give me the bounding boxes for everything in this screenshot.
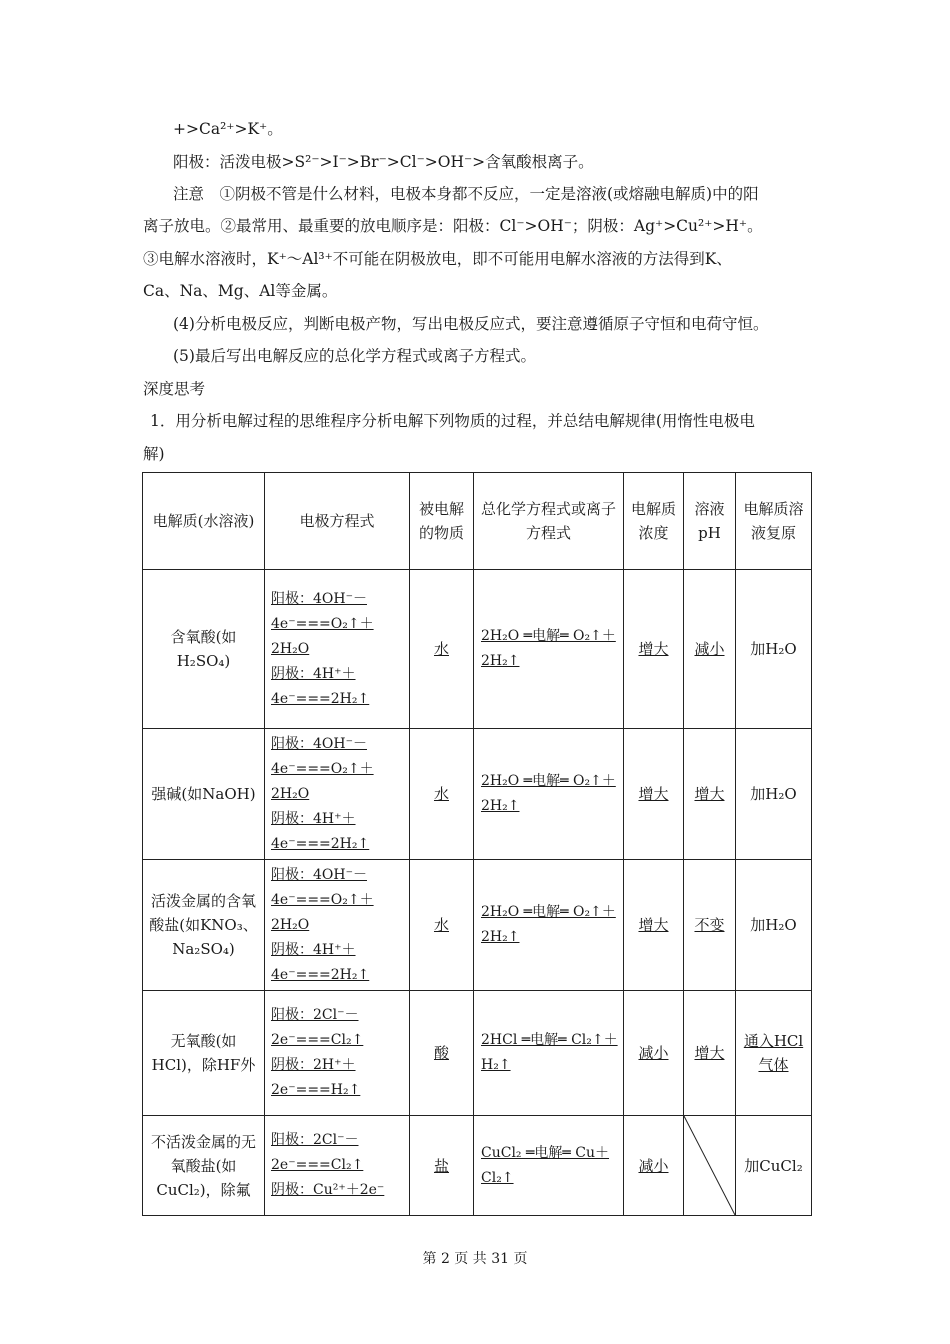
cell-concentration: 减小: [624, 991, 684, 1116]
table-header-row: [143, 473, 812, 570]
anode-eq: 阳极：4OH⁻－4e⁻===O₂↑＋2H₂O: [271, 866, 374, 933]
text-line-2: 阳极：活泼电极>S²⁻>I⁻>Br⁻>Cl⁻>OH⁻>含氧酸根离子。: [173, 153, 594, 171]
question-1: 1．用分析电解过程的思维程序分析电解下列物质的过程，并总结电解规律(用惰性电极电: [150, 412, 755, 430]
table-row: [143, 860, 812, 991]
header-concentration: 电解质浓度: [624, 473, 684, 570]
cell-ph: 增大: [684, 729, 736, 860]
cell-substance: 水: [410, 729, 474, 860]
header-electrode-eq: 电极方程式: [265, 473, 410, 570]
cell-concentration: 增大: [624, 729, 684, 860]
cell-total-eq: 2H₂O ═电解═ O₂↑＋2H₂↑: [474, 570, 624, 729]
cell-electrode-eq: [265, 1116, 410, 1216]
text-line-8: (5)最后写出电解反应的总化学方程式或离子方程式。: [173, 347, 536, 365]
cell-electrode-eq: [265, 860, 410, 991]
cathode-eq: 阴极：2H⁺＋2e⁻===H₂↑: [271, 1057, 361, 1098]
cell-substance: 盐: [410, 1116, 474, 1216]
cell-substance: 水: [410, 860, 474, 991]
page-footer: 第 2 页 共 31 页: [422, 1251, 528, 1267]
cell-total-eq: 2H₂O ═电解═ O₂↑＋2H₂↑: [474, 729, 624, 860]
anode-eq: 阳极：2Cl⁻－2e⁻===Cl₂↑: [271, 1007, 364, 1048]
cell-restore: 加CuCl₂: [736, 1116, 812, 1216]
cell-ph: 减小: [684, 570, 736, 729]
cell-electrolyte: 活泼金属的含氧酸盐(如KNO₃、Na₂SO₄): [143, 860, 265, 991]
anode-eq: 阳极：4OH⁻－4e⁻===O₂↑＋2H₂O: [271, 735, 374, 802]
header-restore: 电解质溶液复原: [736, 473, 812, 570]
cathode-eq: 阴极：4H⁺＋4e⁻===2H₂↑: [271, 665, 370, 707]
text-line-7: (4)分析电极反应，判断电极产物，写出电极反应式，要注意遵循原子守恒和电荷守恒。: [173, 315, 769, 333]
header-total-eq: 总化学方程式或离子方程式: [474, 473, 624, 570]
cell-electrolyte: 含氧酸(如H₂SO₄): [143, 570, 265, 729]
cell-electrode-eq: [265, 570, 410, 729]
cell-concentration: 增大: [624, 860, 684, 991]
cell-total-eq: 2H₂O ═电解═ O₂↑＋2H₂↑: [474, 860, 624, 991]
cell-restore: 通入HCl气体: [736, 991, 812, 1116]
header-substance: 被电解的物质: [410, 473, 474, 570]
cell-concentration: 增大: [624, 570, 684, 729]
cell-ph-diagonal: [684, 1116, 736, 1216]
table-row: [143, 1116, 812, 1216]
text-line-4: 离子放电。②最常用、最重要的放电顺序是：阳极：Cl⁻>OH⁻；阴极：Ag⁺>Cu²⁺>H⁺。: [143, 217, 763, 235]
cell-ph: 不变: [684, 860, 736, 991]
header-ph: 溶液pH: [684, 473, 736, 570]
cell-total-eq: 2HCl ═电解═ Cl₂↑＋H₂↑: [474, 991, 624, 1116]
header-electrolyte: 电解质(水溶液): [143, 473, 265, 570]
text-line-1: +>Ca²⁺>K⁺。: [173, 120, 283, 138]
cell-electrode-eq: [265, 729, 410, 860]
question-1-cont: 解): [143, 445, 165, 463]
table-row: [143, 991, 812, 1116]
cell-restore: 加H₂O: [736, 729, 812, 860]
cell-electrolyte: 不活泼金属的无氧酸盐(如CuCl₂)，除氟: [143, 1116, 265, 1216]
text-line-5: ③电解水溶液时，K⁺～Al³⁺不可能在阴极放电，即不可能用电解水溶液的方法得到K、: [143, 250, 732, 268]
cell-ph: 增大: [684, 991, 736, 1116]
table-row: [143, 729, 812, 860]
anode-eq: 阳极：2Cl⁻－2e⁻===Cl₂↑: [271, 1132, 364, 1173]
cell-concentration: 减小: [624, 1116, 684, 1216]
text-line-6: Ca、Na、Mg、Al等金属。: [143, 282, 338, 300]
cathode-eq: 阴极：4H⁺＋4e⁻===2H₂↑: [271, 810, 370, 852]
table-row: [143, 570, 812, 729]
anode-eq: 阳极：4OH⁻－4e⁻===O₂↑＋2H₂O: [271, 590, 374, 657]
cathode-eq: 阴极：4H⁺＋4e⁻===2H₂↑: [271, 941, 370, 983]
cell-substance: 酸: [410, 991, 474, 1116]
section-heading: 深度思考: [143, 380, 206, 398]
cell-electrolyte: 强碱(如NaOH): [143, 729, 265, 860]
cathode-eq: 阴极：Cu²⁺＋2e⁻: [271, 1182, 385, 1198]
text-line-3: 注意 ①阴极不管是什么材料，电极本身都不反应，一定是溶液(或熔融电解质)中的阳: [173, 185, 759, 203]
cell-total-eq: CuCl₂ ═电解═ Cu＋Cl₂↑: [474, 1116, 624, 1216]
cell-restore: 加H₂O: [736, 860, 812, 991]
cell-restore: 加H₂O: [736, 570, 812, 729]
cell-electrode-eq: [265, 991, 410, 1116]
diagonal-line: [684, 1116, 735, 1215]
cell-electrolyte: 无氧酸(如HCl)，除HF外: [143, 991, 265, 1116]
electrolysis-table: [142, 472, 812, 1216]
cell-substance: 水: [410, 570, 474, 729]
